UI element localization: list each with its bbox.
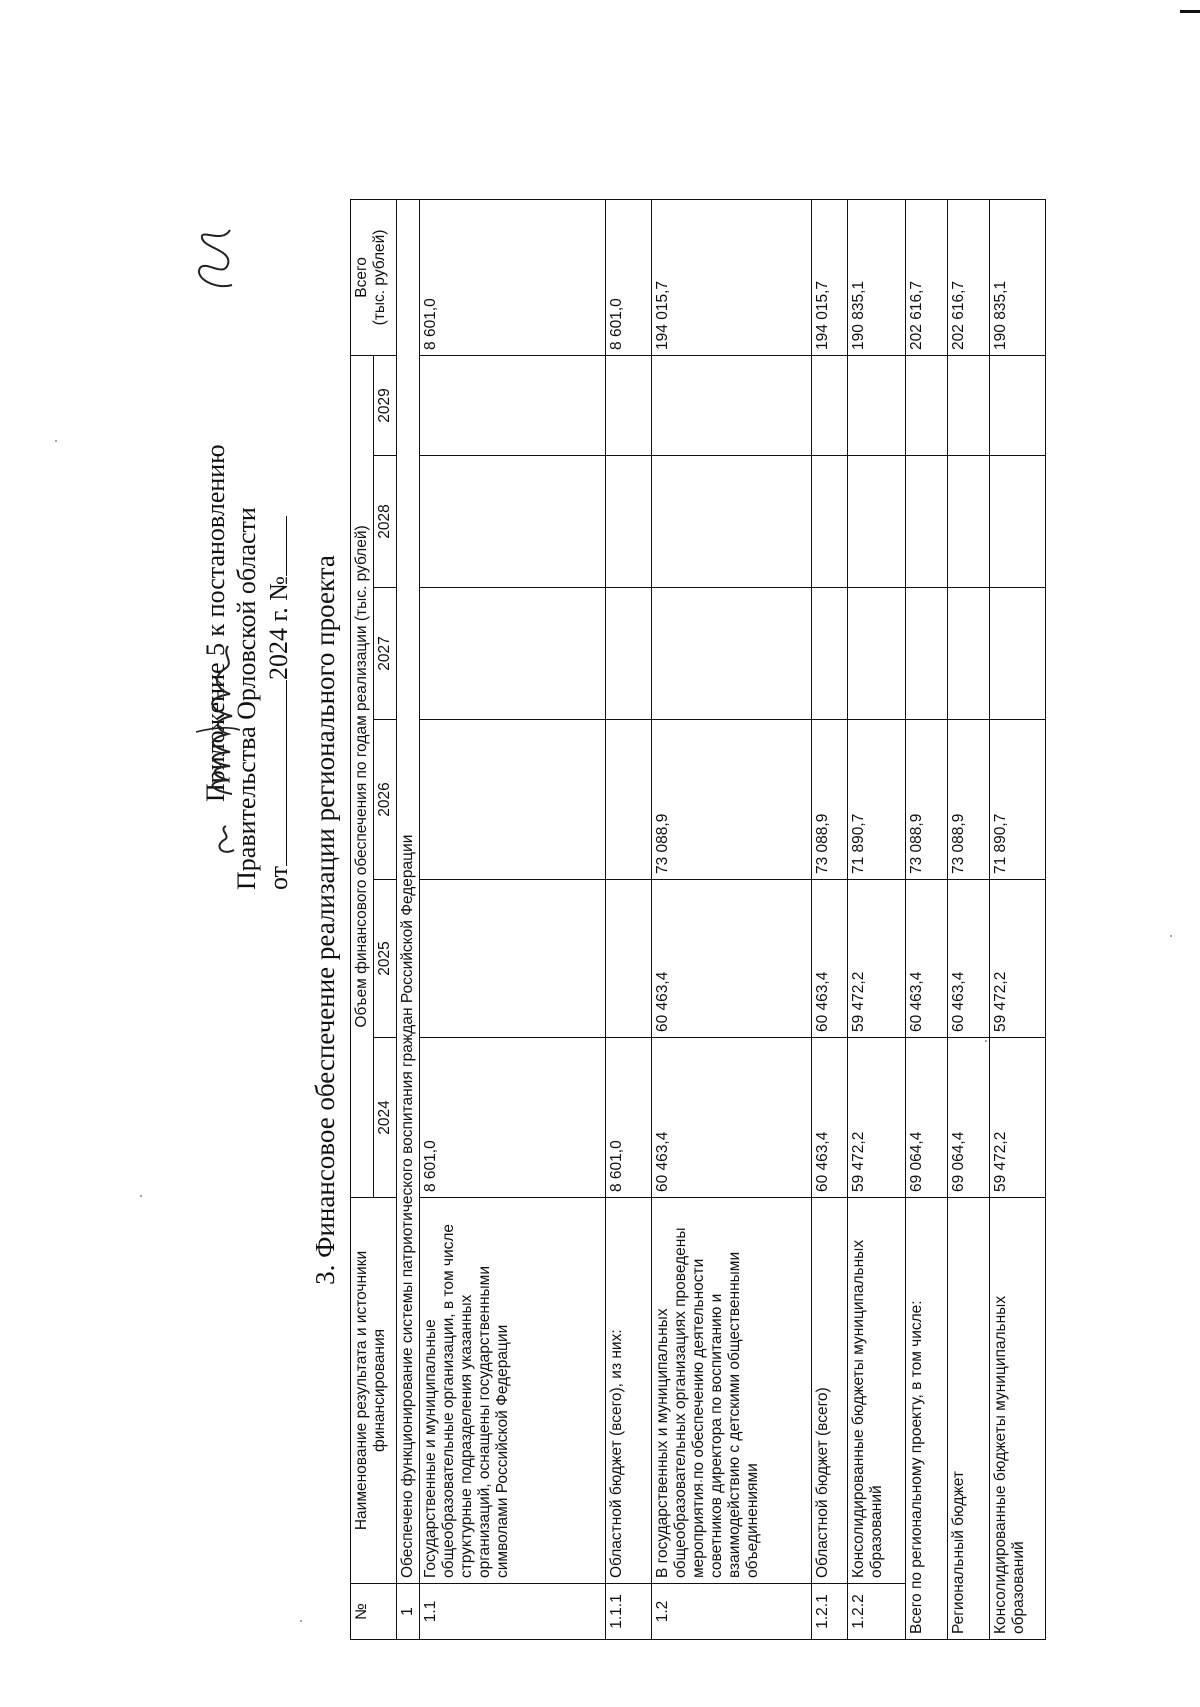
cell-2029: [948, 355, 990, 455]
cell-2024: 8 601,0: [606, 1038, 652, 1198]
day-blank: [262, 830, 287, 866]
cell-total: 8 601,0: [606, 199, 652, 355]
year-header: 2028: [374, 456, 397, 588]
cell-2029: [606, 355, 652, 455]
appendix-header: [200, 200, 294, 890]
header-date-prefix: от: [264, 865, 293, 890]
cell-2027: [652, 588, 812, 720]
year-header: 2027: [374, 588, 397, 720]
cell-2026: 73 088,9: [948, 720, 990, 880]
cell-2024: 69 064,4: [948, 1038, 990, 1198]
section-no: 1: [397, 1584, 420, 1640]
row-no: 1.2.2: [848, 1584, 906, 1640]
row-name: В государственных и муниципальных общеобразовательных организациях проведены мероприятия по обеспечению деятельности советников директора по воспитанию и взаимодействию с детскими общественными объединениями: [652, 1198, 812, 1584]
cell-total: 190 835,1: [848, 199, 906, 355]
header-line-3: [262, 200, 294, 890]
table-row: [848, 199, 906, 1639]
cell-2024: 60 463,4: [652, 1038, 812, 1198]
col-header-total: Всего (тыс. рублей): [351, 199, 397, 355]
cell-2024: 60 463,4: [812, 1038, 848, 1198]
row-no: 1.1: [420, 1584, 606, 1640]
table-row: [652, 199, 812, 1639]
month-blank: [262, 680, 287, 830]
cell-2025: 60 463,4: [906, 880, 948, 1038]
table-header-row: [351, 199, 374, 1639]
cell-total: 8 601,0: [420, 199, 606, 355]
year-header: 2025: [374, 880, 397, 1038]
cell-2024: 59 472,2: [990, 1038, 1046, 1198]
section-name: Обеспечено функционирование системы патриотического воспитания граждан Российской Федерации: [397, 199, 420, 1583]
row-name: Областной бюджет (всего): [812, 1198, 848, 1584]
cell-2029: [990, 355, 1046, 455]
cell-2028: [652, 456, 812, 588]
cell-2025: 59 472,2: [848, 880, 906, 1038]
cell-2026: 73 088,9: [906, 720, 948, 880]
summary-name: Региональный бюджет: [948, 1198, 990, 1640]
year-header: 2029: [374, 355, 397, 455]
cell-2026: 71 890,7: [848, 720, 906, 880]
col-header-no: №: [351, 1584, 397, 1640]
cell-2026: [420, 720, 606, 880]
header-line-1: Приложение 5 к постановлению: [201, 444, 230, 802]
cell-2029: [812, 355, 848, 455]
cell-2027: [990, 588, 1046, 720]
header-year-number: 2024 г. №: [264, 575, 293, 680]
cell-2028: [848, 456, 906, 588]
col-header-period: Объем финансового обеспечения по годам реализации (тыс. рублей): [351, 355, 374, 1197]
cell-2027: [906, 588, 948, 720]
header-line-2: Правительства Орловской области: [232, 507, 261, 890]
cell-2024: 69 064,4: [906, 1038, 948, 1198]
cell-2025: 60 463,4: [948, 880, 990, 1038]
cell-2025: 60 463,4: [652, 880, 812, 1038]
rotated-document-page: [200, 200, 1200, 1640]
year-header: 2024: [374, 1038, 397, 1198]
cell-2025: [420, 880, 606, 1038]
cell-2026: 71 890,7: [990, 720, 1046, 880]
summary-row: [948, 199, 990, 1639]
cell-total: 190 835,1: [990, 199, 1046, 355]
cell-total: 194 015,7: [812, 199, 848, 355]
cell-2027: [420, 588, 606, 720]
cell-2024: 8 601,0: [420, 1038, 606, 1198]
summary-name: Всего по региональному проекту, в том числе:: [906, 1198, 948, 1640]
cell-total: 202 616,7: [948, 199, 990, 355]
edge-mark: [1180, 10, 1200, 13]
scan-speck: [140, 1195, 142, 1197]
year-header: 2026: [374, 720, 397, 880]
cell-2029: [652, 355, 812, 455]
cell-2026: [606, 720, 652, 880]
row-name: Областной бюджет (всего), из них:: [606, 1198, 652, 1584]
cell-2029: [848, 355, 906, 455]
cell-2026: 73 088,9: [652, 720, 812, 880]
cell-2028: [990, 456, 1046, 588]
summary-row: [990, 199, 1046, 1639]
cell-2028: [948, 456, 990, 588]
cell-2024: 59 472,2: [848, 1038, 906, 1198]
row-no: 1.2: [652, 1584, 812, 1640]
number-blank: [262, 516, 287, 576]
cell-2028: [420, 456, 606, 588]
cell-2029: [906, 355, 948, 455]
cell-2027: [606, 588, 652, 720]
col-header-name: Наименование результата и источники финансирования: [351, 1198, 397, 1584]
summary-name: Консолидированные бюджеты муниципальных образований: [990, 1198, 1046, 1640]
cell-2025: 59 472,2: [990, 880, 1046, 1038]
cell-2028: [812, 456, 848, 588]
row-name: Государственные и муниципальные общеобразовательные организации, в том числе структурные подразделения указанных организаций, оснащены государственными символами Российской Федерации: [420, 1198, 606, 1584]
cell-total: 202 616,7: [906, 199, 948, 355]
cell-2027: [848, 588, 906, 720]
row-name: Консолидированные бюджеты муниципальных образований: [848, 1198, 906, 1584]
table-row: [606, 199, 652, 1639]
section-title: 3. Финансовое обеспечение реализации регионального проекта: [310, 555, 340, 1285]
summary-row: [906, 199, 948, 1639]
financing-table: [350, 199, 1046, 1640]
cell-2027: [948, 588, 990, 720]
row-no: 1.2.1: [812, 1584, 848, 1640]
cell-2029: [420, 355, 606, 455]
cell-2025: 60 463,4: [812, 880, 848, 1038]
cell-2028: [606, 456, 652, 588]
cell-2027: [812, 588, 848, 720]
cell-2028: [906, 456, 948, 588]
table-row: [812, 199, 848, 1639]
cell-2026: 73 088,9: [812, 720, 848, 880]
table-row: [420, 199, 606, 1639]
scan-speck: [55, 440, 57, 442]
section-row: [397, 199, 420, 1639]
cell-2025: [606, 880, 652, 1038]
cell-total: 194 015,7: [652, 199, 812, 355]
row-no: 1.1.1: [606, 1584, 652, 1640]
